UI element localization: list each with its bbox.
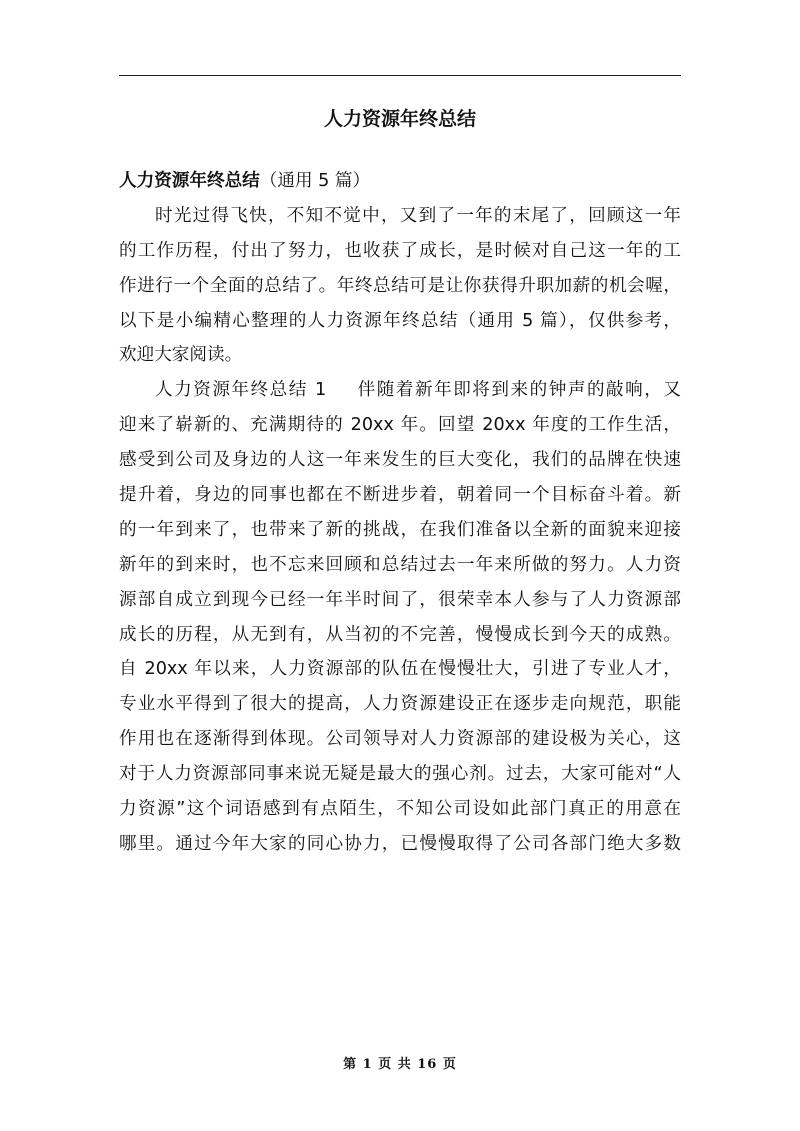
section-line: 对于人力资源部同事来说无疑是最大的强心剂。过去，大家可能对“人 bbox=[119, 764, 681, 785]
section-first-line bbox=[119, 373, 681, 408]
subtitle-bold: 人力资源年终总结 bbox=[119, 171, 260, 191]
section-line: 新年的到来时，也不忘来回顾和总结过去一年来所做的努力。人力资 bbox=[119, 554, 681, 575]
section-line: 自 20xx 年以来，人力资源部的队伍在慢慢壮大，引进了专业人才， bbox=[119, 659, 681, 680]
section-label: 人力资源年终总结 1 bbox=[155, 380, 327, 401]
section-line: 哪里。通过今年大家的同心协力，已慢慢取得了公司各部门绝大多数 bbox=[119, 833, 681, 854]
section-line: 感受到公司及身边的人这一年来发生的巨大变化，我们的品牌在快速 bbox=[119, 450, 681, 471]
intro-line: 欢迎大家阅读。 bbox=[119, 345, 243, 366]
section-line: 源部自成立到现今已经一年半时间了，很荣幸本人参与了人力资源部 bbox=[119, 589, 681, 610]
intro-line: 作进行一个全面的总结了。年终总结可是让你获得升职加薪的机会喔， bbox=[119, 275, 681, 296]
document-title: 人力资源年终总结 bbox=[323, 108, 476, 130]
section-line: 提升着，身边的同事也都在不断进步着，朝着同一个目标奋斗着。新 bbox=[119, 485, 681, 506]
section-line: 迎来了崭新的、充满期待的 20xx 年。回望 20xx 年度的工作生活， bbox=[119, 415, 681, 436]
document-body bbox=[119, 164, 681, 862]
section-line: 专业水平得到了很大的提高，人力资源建设正在逐步走向规范，职能 bbox=[119, 694, 681, 715]
section-line: 的一年到来了，也带来了新的挑战，在我们准备以全新的面貌来迎接 bbox=[119, 519, 681, 540]
intro-line: 时光过得飞快，不知不觉中，又到了一年的末尾了，回顾这一年 bbox=[155, 205, 681, 226]
header-rule bbox=[119, 75, 681, 76]
subtitle-normal: （通用 5 篇） bbox=[259, 171, 371, 191]
section-first-text: 伴随着新年即将到来的钟声的敲响，又 bbox=[356, 380, 681, 401]
section-line: 作用也在逐渐得到体现。公司领导对人力资源部的建设极为关心，这 bbox=[119, 729, 681, 750]
section-line: 成长的历程，从无到有，从当初的不完善，慢慢成长到今天的成熟。 bbox=[119, 624, 681, 645]
intro-line: 的工作历程，付出了努力，也收获了成长，是时候对自己这一年的工 bbox=[119, 240, 681, 261]
page-number-footer: 第 1 页 共 16 页 bbox=[343, 1057, 457, 1072]
subtitle-line bbox=[119, 164, 681, 199]
section-line: 力资源”这个词语感到有点陌生，不知公司设如此部门真正的用意在 bbox=[119, 799, 681, 820]
intro-line: 以下是小编精心整理的人力资源年终总结（通用 5 篇），仅供参考， bbox=[119, 310, 681, 331]
